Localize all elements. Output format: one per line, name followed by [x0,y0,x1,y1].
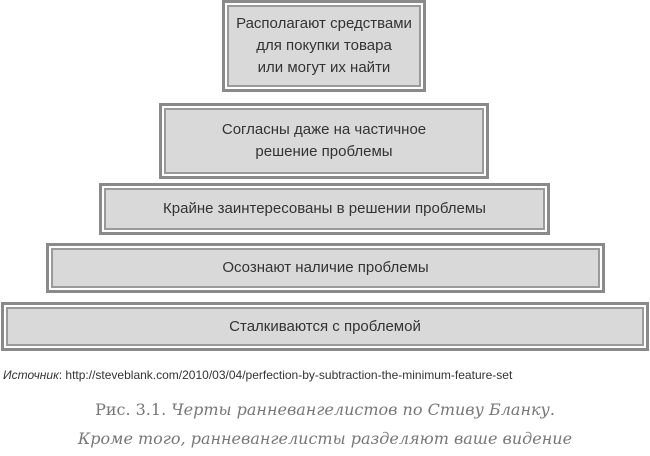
caption-text: Черты ранневангелистов по Стиву Бланку. [171,400,555,419]
figure-number: Рис. 3.1. [95,400,172,419]
source-sep: : [58,368,66,382]
source-url: http://steveblank.com/2010/03/04/perfection-by-subtraction-the-minimum-feature-set [65,368,513,382]
caption-text-2: Кроме того, ранневангелисты разделяют ваше видение [77,429,573,448]
source-note [3,368,512,382]
pyramid-level-label: Крайне заинтересованы в решении проблемы [104,188,545,230]
figure-caption-line1 [0,400,650,419]
pyramid-level-label: Сталкиваются с проблемой [6,307,644,346]
pyramid-level-label: Согласны даже на частичное решение проблемы [164,108,484,174]
pyramid-level-label: Располагают средствами для покупки товара или могут их найти [227,5,421,87]
pyramid-level-label: Осознают наличие проблемы [51,248,600,288]
pyramid-level-5 [1,302,649,351]
source-label: Источник [3,368,59,382]
figure-caption-line2 [0,429,650,448]
pyramid-level-1 [222,0,426,92]
pyramid-level-4 [46,243,605,293]
pyramid-level-3 [99,183,550,235]
pyramid-level-2 [159,103,489,179]
